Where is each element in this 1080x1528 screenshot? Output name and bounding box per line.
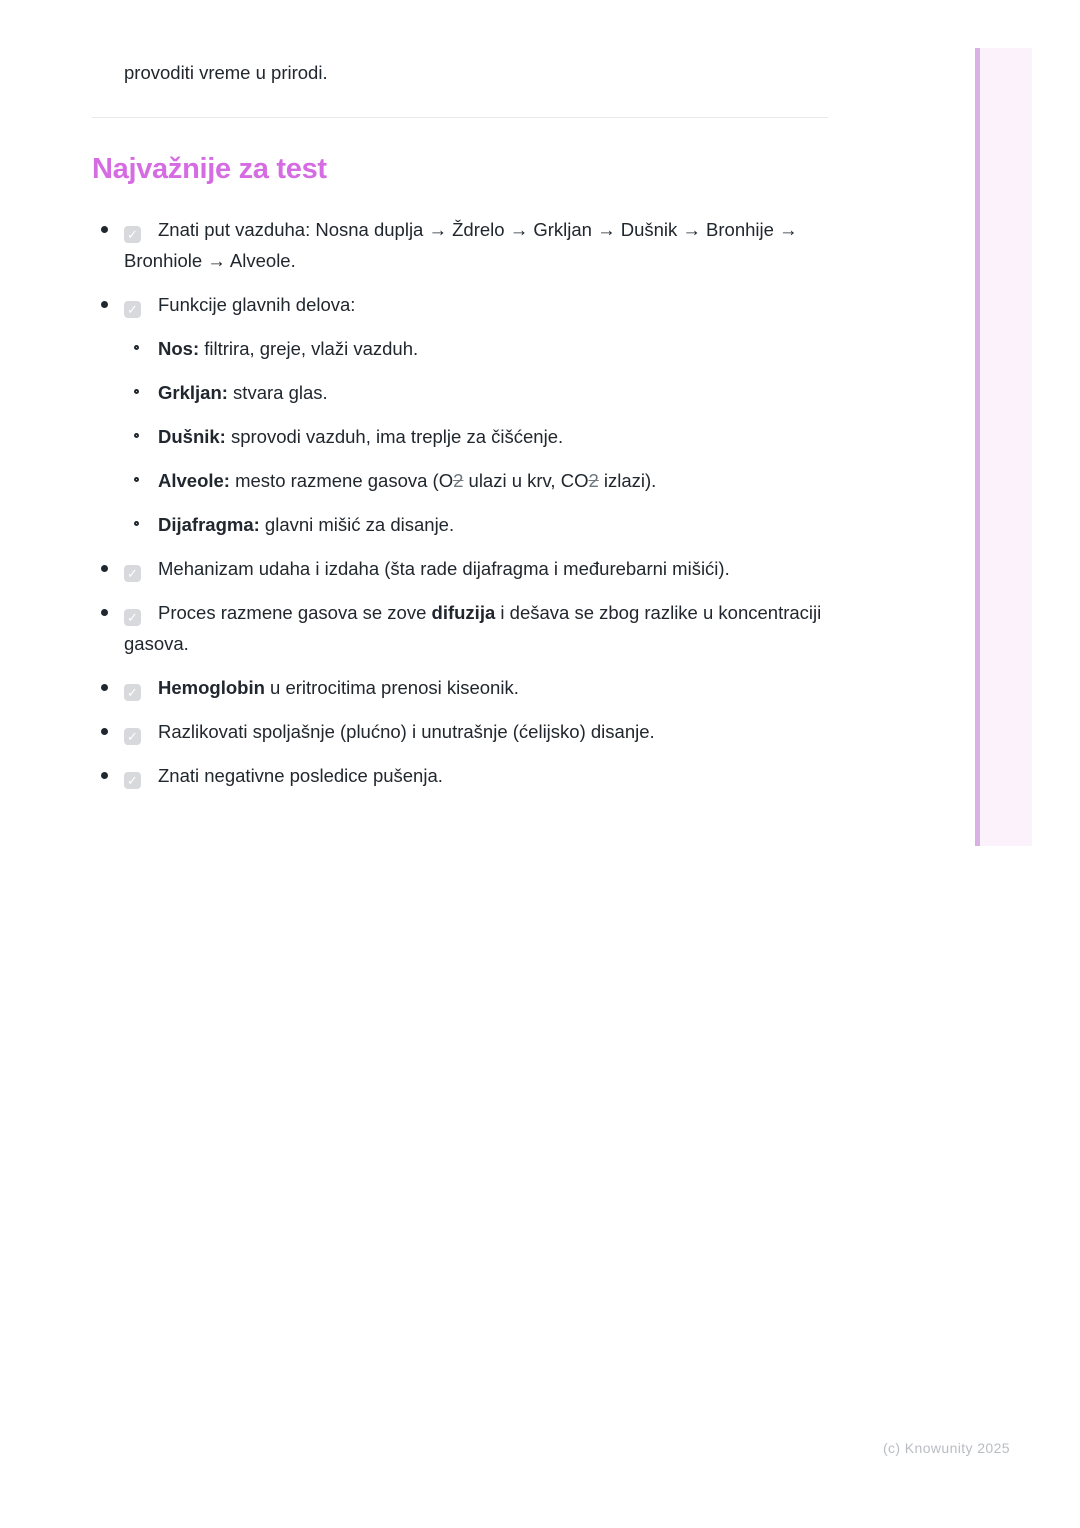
sub-list-item bbox=[124, 333, 828, 364]
item-text bbox=[158, 382, 328, 403]
checkmark-glyph: ✓ bbox=[127, 566, 138, 581]
sub-list-item bbox=[124, 465, 828, 496]
bullet-dot-icon bbox=[101, 301, 108, 308]
checklist bbox=[92, 214, 828, 791]
item-text bbox=[158, 338, 418, 359]
circle-bullet-icon bbox=[134, 477, 139, 482]
text-segment: Znati negativne posledice pušenja. bbox=[158, 765, 443, 786]
sub-list-item bbox=[124, 509, 828, 540]
text-segment: Funkcije glavnih delova: bbox=[158, 294, 356, 315]
strikethrough-text: 2 bbox=[453, 470, 464, 491]
text-segment: u eritrocitima prenosi kiseonik. bbox=[264, 677, 519, 698]
checkbox-checked-icon[interactable] bbox=[124, 684, 141, 701]
checkmark-glyph: ✓ bbox=[127, 729, 138, 744]
footer-credit: (c) Knowunity 2025 bbox=[882, 1440, 1010, 1456]
sub-list-item bbox=[124, 421, 828, 452]
checkmark-glyph: ✓ bbox=[127, 773, 138, 788]
circle-bullet-icon bbox=[134, 521, 139, 526]
checklist-item bbox=[92, 553, 828, 584]
bullet-dot-icon bbox=[101, 684, 108, 691]
sub-list bbox=[124, 333, 828, 540]
strikethrough-text: 2 bbox=[588, 470, 599, 491]
section-title: Najvažnije za test bbox=[92, 153, 327, 185]
bullet-dot-icon bbox=[101, 226, 108, 233]
text-segment: stvara glas. bbox=[227, 382, 328, 403]
bold-text: Alveole: bbox=[158, 470, 230, 491]
sub-list-item bbox=[124, 377, 828, 408]
checkbox-checked-icon[interactable] bbox=[124, 772, 141, 789]
text-segment: i dešava se zbog razlike u koncentraciji gasova. bbox=[124, 602, 822, 654]
checklist-item bbox=[92, 672, 828, 703]
checkbox-checked-icon[interactable] bbox=[124, 301, 141, 318]
bold-text: difuzija bbox=[431, 602, 496, 623]
checkmark-glyph: ✓ bbox=[127, 685, 138, 700]
text-segment: sprovodi vazduh, ima treplje za čišćenje. bbox=[225, 426, 564, 447]
checklist-item bbox=[92, 597, 828, 659]
divider bbox=[92, 117, 828, 118]
checklist-item bbox=[92, 214, 828, 276]
item-text bbox=[158, 470, 656, 491]
checkbox-checked-icon[interactable] bbox=[124, 728, 141, 745]
bullet-dot-icon bbox=[101, 728, 108, 735]
text-segment: izlazi). bbox=[598, 470, 657, 491]
text-segment: ulazi u krv, CO bbox=[463, 470, 589, 491]
text-segment: filtrira, greje, vlaži vazduh. bbox=[199, 338, 419, 359]
bullet-dot-icon bbox=[101, 609, 108, 616]
checkmark-glyph: ✓ bbox=[127, 302, 138, 317]
item-text bbox=[124, 219, 798, 271]
checkbox-checked-icon[interactable] bbox=[124, 565, 141, 582]
text-segment: mesto razmene gasova (O bbox=[229, 470, 454, 491]
bold-text: Hemoglobin bbox=[158, 677, 265, 698]
checklist-item bbox=[92, 760, 828, 791]
item-text bbox=[158, 677, 519, 698]
bullet-dot-icon bbox=[101, 565, 108, 572]
text-segment: Razlikovati spoljašnje (plućno) i unutrašnje (ćelijsko) disanje. bbox=[158, 721, 655, 742]
text-segment: glavni mišić za disanje. bbox=[259, 514, 455, 535]
circle-bullet-icon bbox=[134, 389, 139, 394]
checkmark-glyph: ✓ bbox=[127, 227, 138, 242]
checkbox-checked-icon[interactable] bbox=[124, 226, 141, 243]
item-text bbox=[158, 765, 443, 786]
circle-bullet-icon bbox=[134, 433, 139, 438]
checkbox-checked-icon[interactable] bbox=[124, 609, 141, 626]
checklist-item bbox=[92, 289, 828, 540]
checkmark-glyph: ✓ bbox=[127, 610, 138, 625]
paragraph-continuation: provoditi vreme u prirodi. bbox=[124, 62, 328, 83]
circle-bullet-icon bbox=[134, 345, 139, 350]
bold-text: Dijafragma: bbox=[158, 514, 260, 535]
item-text bbox=[158, 294, 355, 315]
bold-text: Grkljan: bbox=[158, 382, 228, 403]
bold-text: Dušnik: bbox=[158, 426, 226, 447]
page-content bbox=[92, 0, 828, 804]
item-text bbox=[158, 721, 655, 742]
right-margin-highlight bbox=[975, 48, 1032, 846]
item-text bbox=[158, 514, 454, 535]
text-segment: Znati put vazduha: Nosna duplja → Ždrelo → Grkljan → Dušnik → Bronhije → Bronhiole → Alveole. bbox=[124, 219, 798, 271]
text-segment: Proces razmene gasova se zove bbox=[158, 602, 432, 623]
item-text bbox=[124, 602, 821, 654]
bold-text: Nos: bbox=[158, 338, 200, 359]
text-segment: Mehanizam udaha i izdaha (šta rade dijafragma i međurebarni mišići). bbox=[158, 558, 730, 579]
checklist-item bbox=[92, 716, 828, 747]
item-text bbox=[158, 558, 730, 579]
item-text bbox=[158, 426, 563, 447]
bullet-dot-icon bbox=[101, 772, 108, 779]
